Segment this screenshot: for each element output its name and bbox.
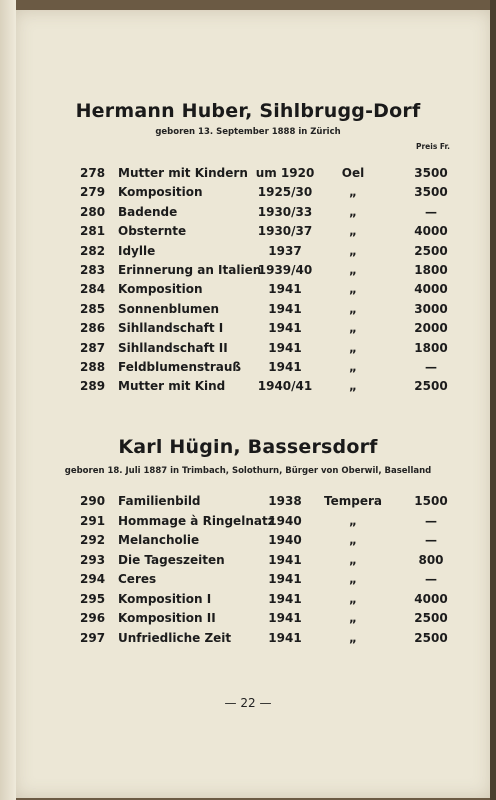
- artwork-row: [0, 592, 496, 610]
- artwork-row: [0, 205, 496, 223]
- artwork-row: [0, 514, 496, 532]
- artwork-technique: „: [349, 533, 357, 547]
- artwork-price: 4000: [414, 224, 448, 238]
- artwork-price: 4000: [414, 282, 448, 296]
- artwork-row: [0, 553, 496, 571]
- artwork-technique: „: [349, 611, 357, 625]
- artwork-year: 1941: [268, 302, 302, 316]
- artwork-technique: „: [349, 244, 357, 258]
- artwork-year: 1941: [268, 592, 302, 606]
- artwork-technique: „: [349, 263, 357, 277]
- artwork-technique: „: [349, 631, 357, 645]
- artwork-title: Mutter mit Kindern: [118, 166, 248, 180]
- artwork-technique: „: [349, 282, 357, 296]
- artwork-title: Unfriedliche Zeit: [118, 631, 232, 645]
- artwork-price: 3500: [414, 166, 448, 180]
- page-number: — 22 —: [224, 696, 272, 710]
- artwork-technique: „: [349, 553, 357, 567]
- artwork-price: —: [425, 205, 437, 219]
- artwork-technique: „: [349, 592, 357, 606]
- artwork-row: [0, 321, 496, 339]
- artwork-year: 1941: [268, 341, 302, 355]
- artwork-year: 1941: [268, 321, 302, 335]
- catalog-number: 286: [80, 321, 106, 335]
- artwork-row: [0, 244, 496, 262]
- catalog-number: 297: [80, 631, 106, 645]
- catalog-number: 289: [80, 379, 106, 393]
- artwork-year: 1941: [268, 282, 302, 296]
- artwork-price: 3500: [414, 185, 448, 199]
- artist-birth-info: geboren 18. Juli 1887 in Trimbach, Solothurn, Bürger von Oberwil, Baselland: [64, 466, 432, 476]
- artwork-year: 1925/30: [257, 185, 313, 199]
- artwork-title: Melancholie: [118, 533, 200, 547]
- catalog-number: 281: [80, 224, 106, 238]
- artwork-title: Idylle: [118, 244, 156, 258]
- artwork-row: [0, 631, 496, 649]
- artwork-price: 2500: [414, 244, 448, 258]
- catalog-number: 295: [80, 592, 106, 606]
- artwork-row: [0, 282, 496, 300]
- artwork-year: 1930/33: [257, 205, 313, 219]
- artwork-year: um 1920: [255, 166, 315, 180]
- artwork-year: 1930/37: [257, 224, 313, 238]
- artwork-price: 1500: [414, 494, 448, 508]
- catalog-number: 283: [80, 263, 106, 277]
- artwork-row: [0, 302, 496, 320]
- artwork-title: Sihllandschaft II: [118, 341, 228, 355]
- artwork-row: [0, 224, 496, 242]
- artwork-year: 1941: [268, 631, 302, 645]
- artwork-price: —: [425, 533, 437, 547]
- artwork-row: [0, 360, 496, 378]
- artwork-title: Obsternte: [118, 224, 187, 238]
- catalog-number: 278: [80, 166, 106, 180]
- artwork-year: 1941: [268, 553, 302, 567]
- catalog-number: 280: [80, 205, 106, 219]
- artwork-technique: „: [349, 205, 357, 219]
- artwork-technique: „: [349, 302, 357, 316]
- artwork-title: Komposition II: [118, 611, 216, 625]
- artwork-year: 1941: [268, 572, 302, 586]
- price-column-header: Preis Fr.: [415, 142, 451, 151]
- catalog-number: 288: [80, 360, 106, 374]
- artwork-row: [0, 494, 496, 512]
- artwork-row: [0, 341, 496, 359]
- artwork-year: 1940: [268, 514, 302, 528]
- artwork-price: 800: [418, 553, 444, 567]
- catalog-number: 292: [80, 533, 106, 547]
- catalog-number: 285: [80, 302, 106, 316]
- artwork-title: Mutter mit Kind: [118, 379, 226, 393]
- artwork-price: 1800: [414, 341, 448, 355]
- artwork-year: 1940/41: [257, 379, 313, 393]
- artwork-technique: „: [349, 224, 357, 238]
- artwork-price: —: [425, 572, 437, 586]
- artwork-row: [0, 611, 496, 629]
- artwork-technique: „: [349, 514, 357, 528]
- artwork-title: Erinnerung an Italien: [118, 263, 262, 277]
- artwork-row: [0, 185, 496, 203]
- catalog-number: 296: [80, 611, 106, 625]
- artwork-technique: „: [349, 185, 357, 199]
- catalog-number: 279: [80, 185, 106, 199]
- catalog-number: 294: [80, 572, 106, 586]
- artwork-row: [0, 166, 496, 184]
- artwork-title: Komposition I: [118, 592, 212, 606]
- artwork-year: 1937: [268, 244, 302, 258]
- artwork-row: [0, 263, 496, 281]
- artwork-technique: „: [349, 360, 357, 374]
- artwork-price: 3000: [414, 302, 448, 316]
- artwork-price: —: [425, 360, 437, 374]
- artwork-price: 4000: [414, 592, 448, 606]
- artwork-year: 1938: [268, 494, 302, 508]
- catalog-number: 284: [80, 282, 106, 296]
- artwork-technique: „: [349, 379, 357, 393]
- artwork-title: Komposition: [118, 185, 203, 199]
- catalog-number: 282: [80, 244, 106, 258]
- artwork-title: Ceres: [118, 572, 157, 586]
- artwork-price: 2500: [414, 379, 448, 393]
- artwork-price: 2500: [414, 631, 448, 645]
- artwork-title: Familienbild: [118, 494, 201, 508]
- artwork-technique: „: [349, 341, 357, 355]
- artwork-title: Sihllandschaft I: [118, 321, 224, 335]
- artwork-row: [0, 533, 496, 551]
- artwork-technique: Oel: [341, 166, 365, 180]
- artwork-title: Sonnenblumen: [118, 302, 220, 316]
- artwork-price: —: [425, 514, 437, 528]
- artwork-title: Feldblumenstrauß: [118, 360, 242, 374]
- artist-heading: Hermann Huber, Sihlbrugg-Dorf: [75, 100, 421, 122]
- artwork-year: 1939/40: [257, 263, 313, 277]
- artwork-year: 1941: [268, 360, 302, 374]
- artwork-technique: Tempera: [324, 494, 382, 508]
- artwork-technique: „: [349, 321, 357, 335]
- artist-heading: Karl Hügin, Bassersdorf: [118, 436, 378, 458]
- artwork-price: 1800: [414, 263, 448, 277]
- catalog-number: 290: [80, 494, 106, 508]
- artwork-row: [0, 572, 496, 590]
- artwork-price: 2500: [414, 611, 448, 625]
- artwork-row: [0, 379, 496, 397]
- catalog-number: 291: [80, 514, 106, 528]
- artwork-title: Komposition: [118, 282, 203, 296]
- artwork-technique: „: [349, 572, 357, 586]
- artwork-title: Die Tageszeiten: [118, 553, 225, 567]
- artist-birth-info: geboren 13. September 1888 in Zürich: [155, 127, 341, 137]
- artwork-title: Hommage à Ringelnatz: [118, 514, 275, 528]
- artwork-price: 2000: [414, 321, 448, 335]
- artwork-year: 1941: [268, 611, 302, 625]
- catalog-number: 293: [80, 553, 106, 567]
- artwork-title: Badende: [118, 205, 178, 219]
- catalog-number: 287: [80, 341, 106, 355]
- artwork-year: 1940: [268, 533, 302, 547]
